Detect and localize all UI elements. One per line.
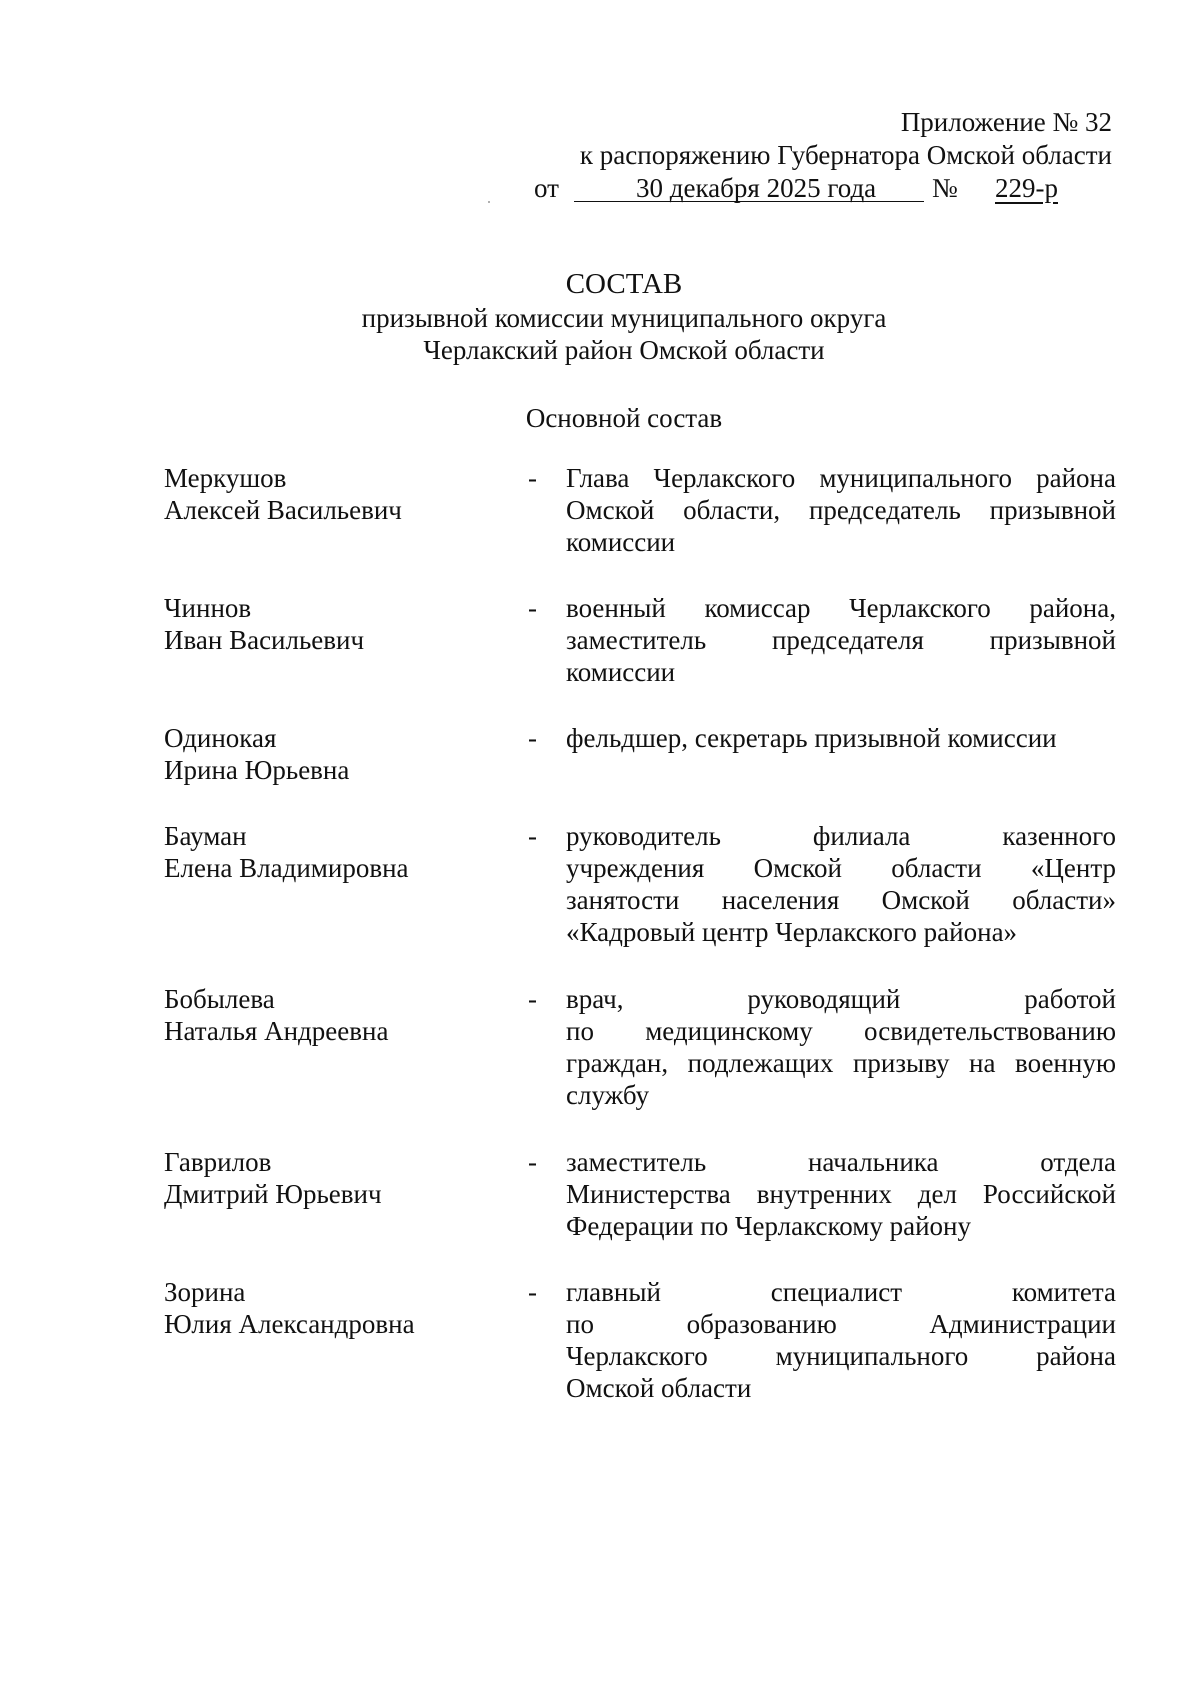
member-dash: - <box>528 723 537 753</box>
member-name <box>164 592 504 656</box>
scan-speck <box>488 201 490 203</box>
member-role <box>566 820 1116 948</box>
role-line: заместитель начальника отдела <box>566 1147 1116 1177</box>
member-surname: Меркушов <box>164 463 287 493</box>
member-surname: Бобылева <box>164 984 275 1014</box>
member-surname: Зорина <box>164 1277 246 1307</box>
member-role <box>566 1276 1116 1404</box>
member-name <box>164 1146 504 1210</box>
role-line: занятости населения Омской области» <box>566 885 1116 915</box>
from-label: от <box>534 173 559 203</box>
member-role <box>566 1146 1116 1242</box>
member-dash: - <box>528 1277 537 1307</box>
role-line: по медицинскому освидетельствованию <box>566 1016 1116 1046</box>
member-role <box>566 722 1116 754</box>
appendix-number: Приложение № 32 <box>900 107 1112 137</box>
member-given-names: Ирина Юрьевна <box>164 755 350 785</box>
role-line: «Кадровый центр Черлакского района» <box>566 917 1018 947</box>
document-title <box>0 266 1200 366</box>
member-role <box>566 983 1116 1111</box>
member-name <box>164 722 504 786</box>
order-date-line <box>492 172 1112 205</box>
member-role <box>566 462 1116 558</box>
role-line: Федерации по Черлакскому району <box>566 1211 971 1241</box>
member-given-names: Елена Владимировна <box>164 853 409 883</box>
member-surname: Одинокая <box>164 723 277 753</box>
role-line: Глава Черлакского муниципального района <box>566 463 1116 493</box>
title-line-1: призывной комиссии муниципального округа <box>361 303 887 333</box>
section-heading: Основной состав <box>525 403 723 433</box>
member-name <box>164 462 504 526</box>
role-line: врач, руководящий работой <box>566 984 1116 1014</box>
role-line: Черлакского муниципального района <box>566 1341 1116 1371</box>
member-name <box>164 820 504 884</box>
role-line: фельдшер, секретарь призывной комиссии <box>566 723 1057 753</box>
appendix-header <box>492 106 1112 205</box>
member-name <box>164 1276 504 1340</box>
role-line: комиссии <box>566 657 676 687</box>
role-line: комиссии <box>566 527 676 557</box>
role-line: службу <box>566 1080 650 1110</box>
order-number: 229-р <box>995 173 1058 203</box>
member-dash: - <box>528 821 537 851</box>
member-name <box>164 983 504 1047</box>
role-line: учреждения Омской области «Центр <box>566 853 1116 883</box>
role-line: Омской области <box>566 1373 752 1403</box>
member-given-names: Дмитрий Юрьевич <box>164 1179 382 1209</box>
member-surname: Бауман <box>164 821 247 851</box>
order-reference: к распоряжению Губернатора Омской области <box>579 140 1112 170</box>
order-date: 30 декабря 2025 года <box>636 173 877 203</box>
role-line: Министерства внутренних дел Российской <box>566 1179 1116 1209</box>
role-line: военный комиссар Черлакского района, <box>566 593 1116 623</box>
member-given-names: Алексей Васильевич <box>164 495 402 525</box>
date-field <box>574 172 924 202</box>
role-line: по образованию Администрации <box>566 1309 1116 1339</box>
member-role <box>566 592 1116 688</box>
member-surname: Гаврилов <box>164 1147 272 1177</box>
role-line: руководитель филиала казенного <box>566 821 1116 851</box>
member-given-names: Иван Васильевич <box>164 625 365 655</box>
member-dash: - <box>528 463 537 493</box>
member-dash: - <box>528 593 537 623</box>
member-given-names: Юлия Александровна <box>164 1309 415 1339</box>
member-dash: - <box>528 984 537 1014</box>
role-line: заместитель председателя призывной <box>566 625 1116 655</box>
title-line-2: Черлакский район Омской области <box>423 335 825 365</box>
member-given-names: Наталья Андреевна <box>164 1016 389 1046</box>
number-label: № <box>932 173 958 203</box>
member-surname: Чиннов <box>164 593 252 623</box>
role-line: главный специалист комитета <box>566 1277 1116 1307</box>
role-line: граждан, подлежащих призыву на военную <box>566 1048 1116 1078</box>
title-main: СОСТАВ <box>565 268 683 300</box>
role-line: Омской области, председатель призывной <box>566 495 1116 525</box>
member-dash: - <box>528 1147 537 1177</box>
